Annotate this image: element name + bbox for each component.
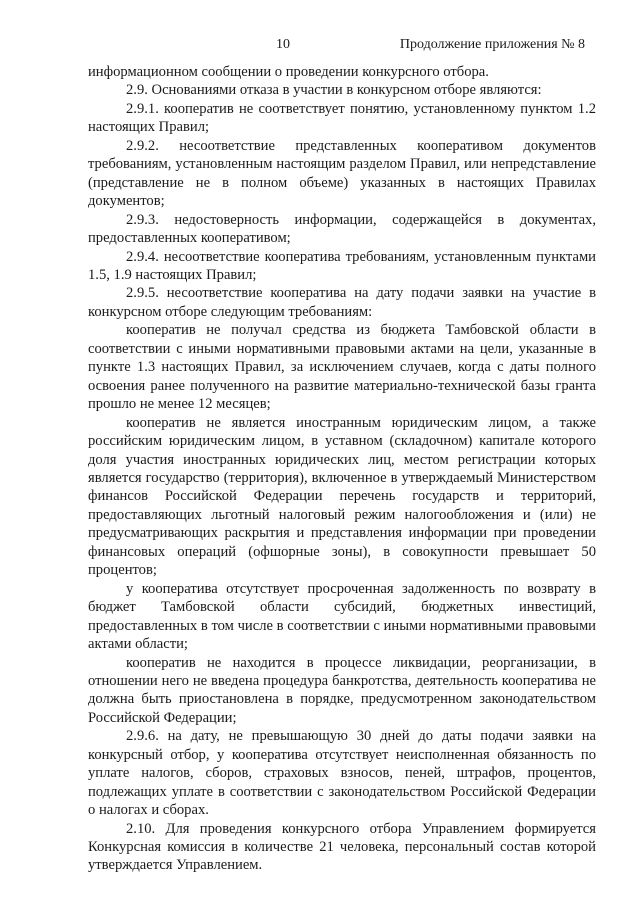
paragraph-2-9-6: 2.9.6. на дату, не превышающую 30 дней до даты подачи заявки на конкурсный отбор, у кооператива отсутствует неисполненная обязанность по уплате налогов, сборов, страховых взносов, пеней, штрафов, процентов, подлежащих уплате в соответствии с законодательством Российской Федерации о налогах и сборах. [88, 728, 596, 819]
paragraph-2-9-4: 2.9.4. несоответствие кооператива требованиям, установленным пунктами 1.5, 1.9 настоящих Правил; [88, 248, 596, 283]
requirement-no-overdue-debt: у кооператива отсутствует просроченная задолженность по возврату в бюджет Тамбовской области субсидий, бюджетных инвестиций, предоставленных в том числе в соответствии с иными нормативными правовыми актами области; [88, 580, 596, 653]
paragraph-2-9: 2.9. Основаниями отказа в участии в конкурсном отборе являются: [126, 82, 542, 99]
requirement-no-budget-funds: кооператив не получал средства из бюджета Тамбовской области в соответствии с иными нормативными правовыми актами на цели, указанные в пункте 1.3 настоящих Правил, за исключением случаев, когда с даты полного освоения ранее полученного на развитие материально-технической базы гранта прошло не менее 12 месяцев; [88, 322, 596, 413]
paragraph-2-10: 2.10. Для проведения конкурсного отбора Управлением формируется Конкурсная комиссия в количестве 21 человека, персональный состав которой утверждается Управлением. [88, 820, 596, 874]
paragraph-2-9-1: 2.9.1. кооператив не соответствует понятию, установленному пунктом 1.2 настоящих Правил; [88, 100, 596, 136]
paragraph-2-9-5: 2.9.5. несоответствие кооператива на дату подачи заявки на участие в конкурсном отборе следующим требованиям: [88, 285, 596, 320]
paragraph-2-9-2: 2.9.2. несоответствие представленных кооперативом документов требованиям, установленным настоящим разделом Правил, или непредставление (представление не в полном объеме) указанных в настоящих Правилах документов; [88, 137, 596, 210]
appendix-continuation-label: Продолжение приложения № 8 [399, 37, 585, 52]
paragraph-intro-continuation: информационном сообщении о проведении конкурсного отбора. [88, 64, 489, 80]
document-body [88, 63, 596, 875]
page-number: 10 [276, 37, 290, 52]
requirement-not-liquidation: кооператив не находится в процессе ликвидации, реорганизации, в отношении него не введена процедура банкротства, деятельность кооператива не должна быть приостановлена в порядке, предусмотренном законодательством Российской Федерации; [88, 654, 596, 726]
paragraph-2-9-3: 2.9.3. недостоверность информации, содержащейся в документах, предоставленных кооперативом; [88, 211, 596, 247]
requirement-not-foreign-entity: кооператив не является иностранным юридическим лицом, а также российским юридическим лицом, в уставном (складочном) капитале которого доля участия иностранных юридических лиц, местом регистрации которых является государство (территория), включенное в утверждаемый Министерством финансов Российской Федерации перечень государств и территорий, предоставляющих льготный налоговый режим налогообложения и (или) не предусматривающих раскрытия и представления информации при проведении финансовых операций (офшорные зоны), в совокупности превышает 50 процентов; [88, 414, 596, 579]
